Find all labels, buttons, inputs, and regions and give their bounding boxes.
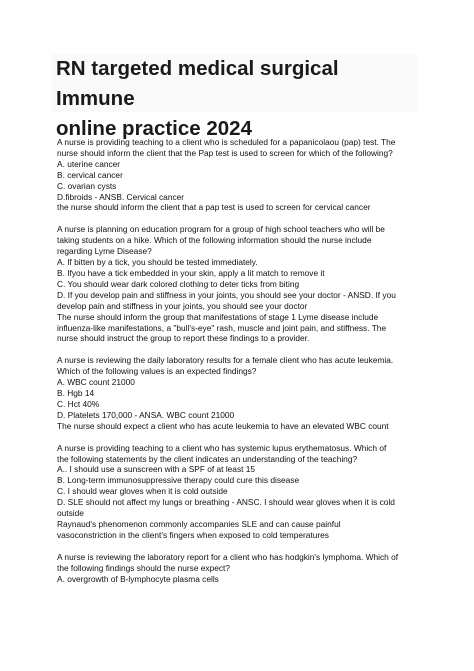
question-text-line: taking students on a hike. Which of the following information should the nurse include: [57, 235, 372, 246]
question-text-line: A. WBC count 21000: [57, 377, 135, 388]
question-text-line: A nurse is providing teaching to a client who has systemic lupus erythematosus. Which of: [57, 442, 387, 453]
question-text-line: A nurse is providing teaching to a client who is scheduled for a papanicolaou (pap) test. The: [57, 137, 396, 147]
question-text-line: A nurse is reviewing the laboratory report for a client who has hodgkin's lymphoma. Which of: [57, 551, 399, 562]
question-text-line: regarding Lyme Disease?: [57, 246, 152, 257]
question-block: [57, 552, 437, 585]
question-text-line: The nurse should inform the group that manifestations of stage 1 Lyme disease include: [57, 311, 379, 322]
question-text-line: The nurse should expect a client who has acute leukemia to have an elevated WBC count: [57, 420, 389, 431]
question-text-line: C. You should wear dark colored clothing to deter ticks from biting: [57, 278, 300, 289]
question-text-line: A nurse is reviewing the daily laboratory results for a female client who has acute leukemia.: [57, 355, 394, 366]
question-text-line: C. I should wear gloves when it is cold outside: [57, 486, 228, 497]
question-text-line: A. overgrowth of B-lymphocyte plasma cells: [57, 573, 219, 584]
question-block: [57, 224, 437, 344]
question-text-line: A nurse is planning on education program for a group of high school teachers who will be: [57, 224, 385, 235]
question-text-line: C. Hct 40%: [57, 398, 100, 409]
question-text-line: D. If you develop pain and stiffness in your joints, you should see your doctor - ANSD. If you: [57, 289, 396, 300]
question-block: [57, 137, 437, 213]
title-line: online practice 2024: [56, 117, 252, 140]
question-text-line: the nurse should inform the client that a pap test is used to screen for cervical cancer: [57, 202, 371, 213]
question-text-line: B. Hgb 14: [57, 388, 95, 399]
question-text-line: develop pain and stiffness in your joints, you should see your doctor: [57, 300, 308, 311]
page-title: [56, 54, 416, 144]
question-text-line: A.. I should use a sunscreen with a SPF of at least 15: [57, 464, 256, 475]
question-text-line: B. Long-term immunosuppressive therapy could cure this disease: [57, 475, 300, 486]
question-text-line: B. Ifyou have a tick embedded in your skin, apply a lit match to remove it: [57, 267, 325, 278]
title-line: RN targeted medical surgical Immune: [56, 57, 339, 110]
question-text-line: nurse should inform the client that the Pap test is used to screen for which of the following?: [57, 147, 393, 158]
question-text-line: A. If bitten by a tick, you should be tested immediately.: [57, 257, 258, 268]
document-body: [57, 137, 437, 596]
question-text-line: the following statements by the client indicates an understanding of the teaching?: [57, 453, 358, 464]
question-text-line: A. uterine cancer: [57, 158, 121, 169]
question-text-line: influenza-like manifestations, a "bull's-eye" rash, muscle and joint pain, and stiffness. The: [57, 322, 387, 333]
question-text-line: B. cervical cancer: [57, 169, 123, 180]
question-text-line: C. ovarian cysts: [57, 180, 117, 191]
question-text-line: D. SLE should not affect my lungs or breathing - ANSC. I should wear gloves when it is cold: [57, 497, 395, 508]
question-text-line: D. Platelets 170,000 - ANSA. WBC count 21000: [57, 409, 235, 420]
question-text-line: D.fibroids - ANSB. Cervical cancer: [57, 191, 185, 202]
question-block: [57, 443, 437, 541]
question-text-line: vasoconstriction in the client's fingers when exposed to cold temperatures: [57, 529, 329, 540]
question-block: [57, 355, 437, 431]
question-text-line: outside: [57, 508, 84, 519]
question-text-line: Which of the following values is an expected findings?: [57, 366, 257, 377]
question-text-line: Raynaud's phenomenon commonly accompanies SLE and can cause painful: [57, 519, 341, 529]
question-text-line: the following findings should the nurse expect?: [57, 562, 231, 573]
question-text-line: nurse should instruct the group to report these findings to a provider.: [57, 333, 310, 344]
